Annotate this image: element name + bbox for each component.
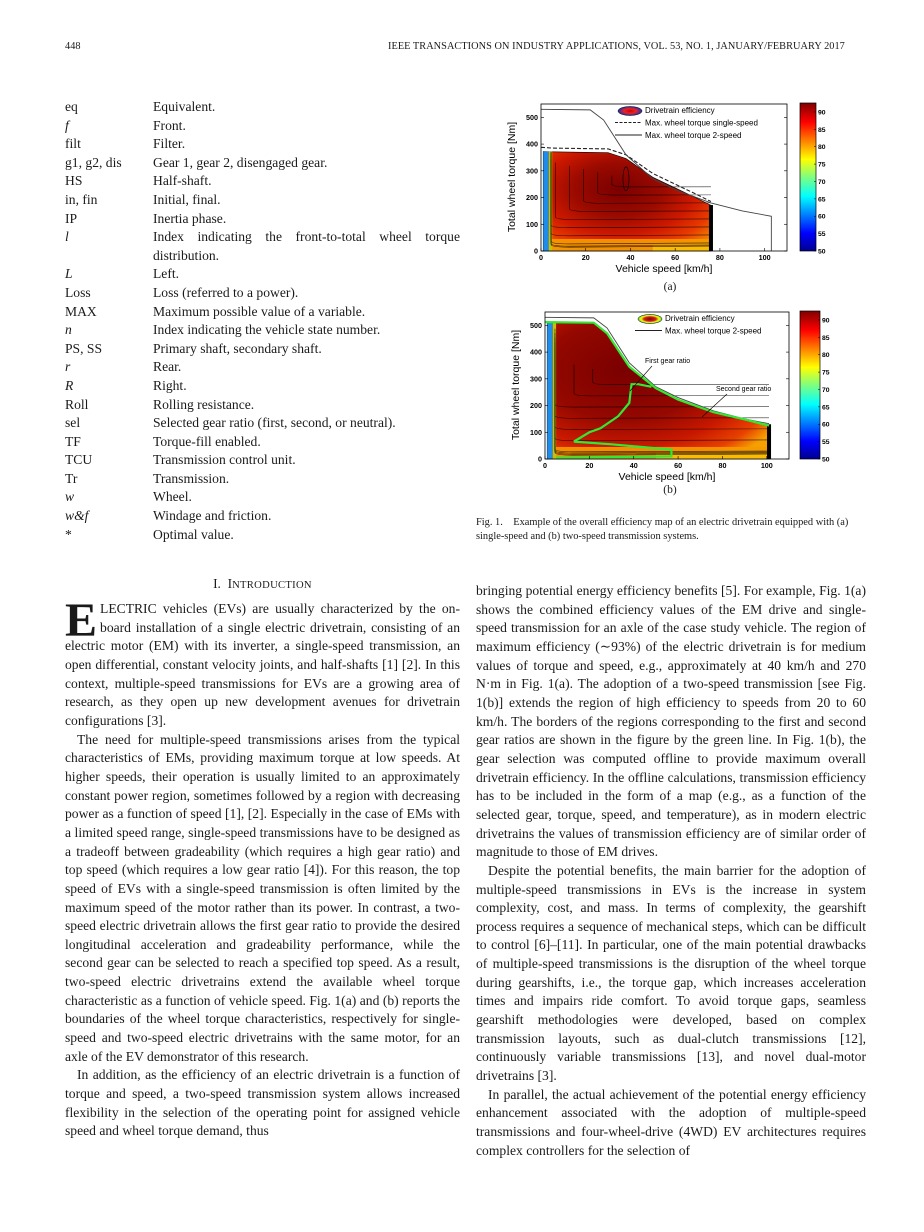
nomenclature-definition: Equivalent. [153,99,216,114]
nomenclature-definition: Index indicating the vehicle state number. [153,322,381,338]
legend-entry: Drivetrain efficiency [645,106,715,115]
caption-text: Example of the overall efficiency map of an electric drivetrain equipped with (a) single-speed and (b) two-speed transmission systems. [476,517,849,542]
nomenclature-definition: Gear 1, gear 2, disengaged gear. [153,154,328,170]
nomenclature-item [65,284,460,303]
efficiency-band-low-speed [543,152,549,251]
y-tick-label: 0 [534,246,538,256]
x-tick-label: 0 [543,461,547,470]
nomenclature-item [65,321,460,340]
nomenclature-symbol: IP [65,210,78,226]
subfigure-label-a: (a) [663,281,677,293]
x-tick-label: 40 [626,253,635,262]
x-axis-label: Vehicle speed [km/h] [618,471,716,483]
figure-1 [470,95,890,505]
x-tick-label: 100 [758,253,771,262]
x-tick-label: 0 [539,253,543,262]
nomenclature-definition: Loss (referred to a power). [153,284,299,300]
nomenclature-definition: Transmission. [153,470,230,486]
figure-caption [476,516,871,543]
y-tick-label: 300 [530,374,542,384]
section-title-first: I [227,576,233,591]
left-column [65,594,460,1141]
paragraph: bringing potential energy efficiency benefits [5]. For example, Fig. 1(a) shows the combined efficiency values of the EM drive and single-speed transmission for an axle of the case study vehicle. The region of maximum efficiency (∼93%) of the electric drivetrain is for medium values of torque and speed, e.g., approximately at 40 km/h and 270 N·m in Fig. 1(a). The adoption of a two-speed transmission [see Fig. 1(b)] extends the region of high efficiency to speeds from 20 to 60 km/h. The borders of the regions corresponding to the first and second gear ratios are shown in the figure by the green line. In Fig. 1(b), the gear selection was computed offline to provide maximum overall drivetrain efficiency. In the offline calculations, transmission efficiency has to be included in the form of a map (e.g., as a function of the selected gear, torque, speed, and temperature), as in modern electric drivetrains the values of transmission efficiency are of similar order of magnitude to those of EM drives. [476,583,866,860]
nomenclature-symbol: g1, g2, dis [65,154,122,170]
section-heading [65,576,460,592]
nomenclature-item [65,172,460,191]
y-tick-label: 400 [530,347,542,357]
nomenclature-item [65,340,460,359]
nomenclature-item [65,507,460,526]
nomenclature-definition: Left. [153,266,180,282]
chart-panel-b [510,311,830,483]
colorbar-tick-label: 70 [822,386,830,394]
x-axis-label: Vehicle speed [km/h] [615,263,713,275]
colorbar [800,311,820,459]
colorbar-tick-label: 90 [818,109,826,117]
colorbar-tick-label: 55 [822,439,830,447]
nomenclature-item [65,191,460,210]
nomenclature-symbol: filt [65,136,81,152]
nomenclature-definition: Transmission control unit. [153,452,296,468]
paragraph: ELECTRIC vehicles (EVs) are usually characterized by the on-board installation of a single electric drivetrain, consisting of an electric motor (EM) with its inverter, a single-speed transmission, an open differential, constant velocity joints, and half-shafts [1] [2]. In this context, multiple-speed transmissions for EVs are a growing area of research, as they open up new development avenues for drivetrain configurations [3]. [65,594,460,728]
section-number: I. [213,576,221,591]
colorbar-tick-label: 50 [818,248,826,256]
y-tick-label: 0 [538,454,542,464]
nomenclature-item [65,396,460,415]
nomenclature-item [65,98,460,117]
nomenclature-item [65,210,460,229]
x-tick-label: 80 [718,461,727,470]
y-tick-label: 100 [526,219,538,229]
nomenclature-item [65,117,460,136]
colorbar-tick-label: 70 [818,178,826,186]
nomenclature-item [65,228,460,265]
y-tick-label: 100 [530,427,542,437]
nomenclature-definition: Windage and friction. [153,508,272,524]
x-tick-label: 20 [585,461,594,470]
colorbar [800,103,816,251]
y-tick-label: 200 [530,401,542,411]
colorbar-tick-label: 65 [822,404,830,412]
nomenclature-symbol: r [65,359,71,375]
nomenclature-symbol: l [65,229,69,245]
nomenclature-item [65,135,460,154]
running-header: IEEE TRANSACTIONS ON INDUSTRY APPLICATIONS, VOL. 53, NO. 1, JANUARY/FEBRUARY 2017 [388,41,845,52]
legend-swatch-efficiency [638,315,662,324]
x-tick-label: 20 [581,253,590,262]
efficiency-band-low-speed-2 [553,322,556,459]
nomenclature-symbol: Tr [65,470,78,486]
nomenclature-symbol: * [65,526,72,542]
x-tick-label: 80 [715,253,724,262]
nomenclature-item [65,154,460,173]
nomenclature-symbol: w [65,489,75,505]
caption-label: Fig. 1. [476,517,503,528]
nomenclature-definition: Right. [153,377,187,393]
nomenclature-symbol: R [65,377,74,393]
colorbar-tick-label: 85 [822,334,830,342]
nomenclature-symbol: Roll [65,396,89,412]
nomenclature-definition: Front. [153,117,186,133]
y-tick-label: 300 [526,166,538,176]
legend-entry: Max. wheel torque single-speed [645,118,758,128]
section-title-rest: NTRODUCTION [232,580,312,591]
colorbar-tick-label: 85 [818,126,826,134]
nomenclature-definition: Inertia phase. [153,210,227,226]
annotation-second-gear: Second gear ratio [716,386,772,393]
chart-panel-a [506,103,826,275]
legend-swatch-efficiency [618,107,642,116]
nomenclature-definition: Selected gear ratio (first, second, or neutral). [153,415,396,431]
colorbar-tick-label: 80 [822,352,830,360]
nomenclature-item [65,377,460,396]
paragraph: In parallel, the actual achievement of the potential energy efficiency enhancement associated with the adoption of multiple-speed transmissions and four-wheel-drive (4WD) EV architectures requires complex controllers for the selection of [476,1086,866,1158]
nomenclature-symbol: sel [65,415,81,431]
nomenclature-definition: Initial, final. [153,191,221,207]
nomenclature-definition: Wheel. [153,489,192,505]
legend-entry: Drivetrain efficiency [665,314,735,323]
nomenclature-definition: Primary shaft, secondary shaft. [153,340,322,356]
legend-entry: Max. wheel torque 2-speed [645,131,742,140]
nomenclature-definition: Torque-fill enabled. [153,433,261,449]
right-column [476,582,866,1160]
nomenclature-symbol: L [65,266,73,282]
annotation-first-gear: First gear ratio [645,358,691,365]
y-tick-label: 200 [526,193,538,203]
x-tick-label: 60 [674,461,683,470]
nomenclature-symbol: MAX [65,303,97,319]
efficiency-band-low-speed-2 [549,152,552,251]
nomenclature-symbol: f [65,117,69,133]
nomenclature-item [65,526,460,545]
nomenclature-item [65,488,460,507]
nomenclature-symbol: n [65,322,72,338]
nomenclature-definition: Half-shaft. [153,173,212,189]
nomenclature-item [65,358,460,377]
paragraph: In addition, as the efficiency of an electric drivetrain is a function of torque and speed, a two-speed transmission system allows increased flexibility in the selection of the operating point for assigned vehicle speed and wheel torque demand, thus [65,1067,460,1139]
colorbar-tick-label: 80 [818,144,826,152]
nomenclature-symbol: TCU [65,452,93,468]
legend-entry: Max. wheel torque 2-speed [665,326,762,336]
nomenclature-item [65,265,460,284]
y-tick-label: 500 [530,320,542,330]
nomenclature-definition: Rolling resistance. [153,396,255,412]
nomenclature-item [65,433,460,452]
nomenclature-symbol: eq [65,99,78,114]
colorbar-tick-label: 55 [818,231,826,239]
nomenclature-item [65,451,460,470]
nomenclature-definition: Filter. [153,136,186,152]
colorbar-tick-label: 65 [818,196,826,204]
nomenclature-symbol: w&f [65,508,89,524]
y-tick-label: 400 [526,139,538,149]
efficiency-map-fill [543,152,711,251]
colorbar-tick-label: 50 [822,456,830,464]
y-axis-label: Total wheel torque [Nm] [506,121,518,233]
colorbar-tick-label: 75 [822,369,830,377]
nomenclature-item [65,303,460,322]
nomenclature-definition: Optimal value. [153,526,234,542]
nomenclature-symbol: in, fin [65,191,98,207]
efficiency-band-low-speed [547,322,553,459]
nomenclature-symbol: PS, SS [65,340,103,356]
speed-limit-edge [709,205,713,251]
subfigure-label-b: (b) [663,484,677,496]
nomenclature-symbol: Loss [65,284,91,300]
paragraph: Despite the potential benefits, the main barrier for the adoption of multiple-speed transmissions in EVs is the increase in system complexity, cost, and mass. In terms of complexity, the gearshift process requires a sequence of mechanical steps, which can be difficult to control [6]–[11]. In particular, one of the main potential drawbacks of multiple-speed transmissions is the disruption of the wheel torque during gearshifts, i.e., the torque gap, which increases acceleration times and impairs ride comfort. To avoid torque gaps, seamless gearshift methodologies were developed, based on complex transmission layouts, such as dual-clutch transmissions [12], continuously variable transmissions [13], and novel dual-motor drivetrains [3]. [476,862,866,1084]
nomenclature-item [65,470,460,489]
x-tick-label: 60 [671,253,680,262]
drop-cap: E [65,594,98,647]
nomenclature-definition: Index indicating the front-to-total wheel torque distribution. [153,229,460,263]
colorbar-tick-label: 60 [818,213,826,221]
nomenclature-definition: Rear. [153,359,182,375]
nomenclature-symbol: HS [65,173,83,189]
nomenclature-definition: Maximum possible value of a variable. [153,303,366,319]
nomenclature-symbol: TF [65,433,81,449]
x-tick-label: 100 [760,461,773,470]
page-number: 448 [65,41,81,52]
x-tick-label: 40 [629,461,638,470]
colorbar-tick-label: 75 [818,161,826,169]
nomenclature-list [65,98,460,544]
colorbar-tick-label: 60 [822,421,830,429]
nomenclature-item [65,414,460,433]
paragraph: The need for multiple-speed transmissions arises from the typical characteristics of EMs, providing maximum torque at low speeds. At higher speeds, their operation is usually limited to an approximately constant power region, sometimes followed by a region with decreasing power as a function of speed [1], [2]. Especially in the case of EMs with a limited speed range, single-speed transmissions have to be designed as a tradeoff between gradeability (which requires a high gear ratio) and top speed (which requires a low gear ratio [4]). For this reason, the top speed of EVs with a single-speed transmission is often limited by the maximum speed of the motor rather than its power. In contrast, a two-speed electric drivetrain allows the first gear ratio to provide the desired longitudinal acceleration and gradeability performance, while the second gear can be selected to reach a specified top speed. As a result, two-speed electric drivetrains extend the available wheel torque characteristic as a function of vehicle speed. Fig. 1(a) and (b) reports the boundaries of the wheel torque characteristics, respectively for single-speed and two-speed electric drivetrains with the same motor, for an axle of the EV demonstrator of this research. [65,731,460,1064]
y-axis-label: Total wheel torque [Nm] [510,329,522,441]
colorbar-tick-label: 90 [822,317,830,325]
y-tick-label: 500 [526,112,538,122]
